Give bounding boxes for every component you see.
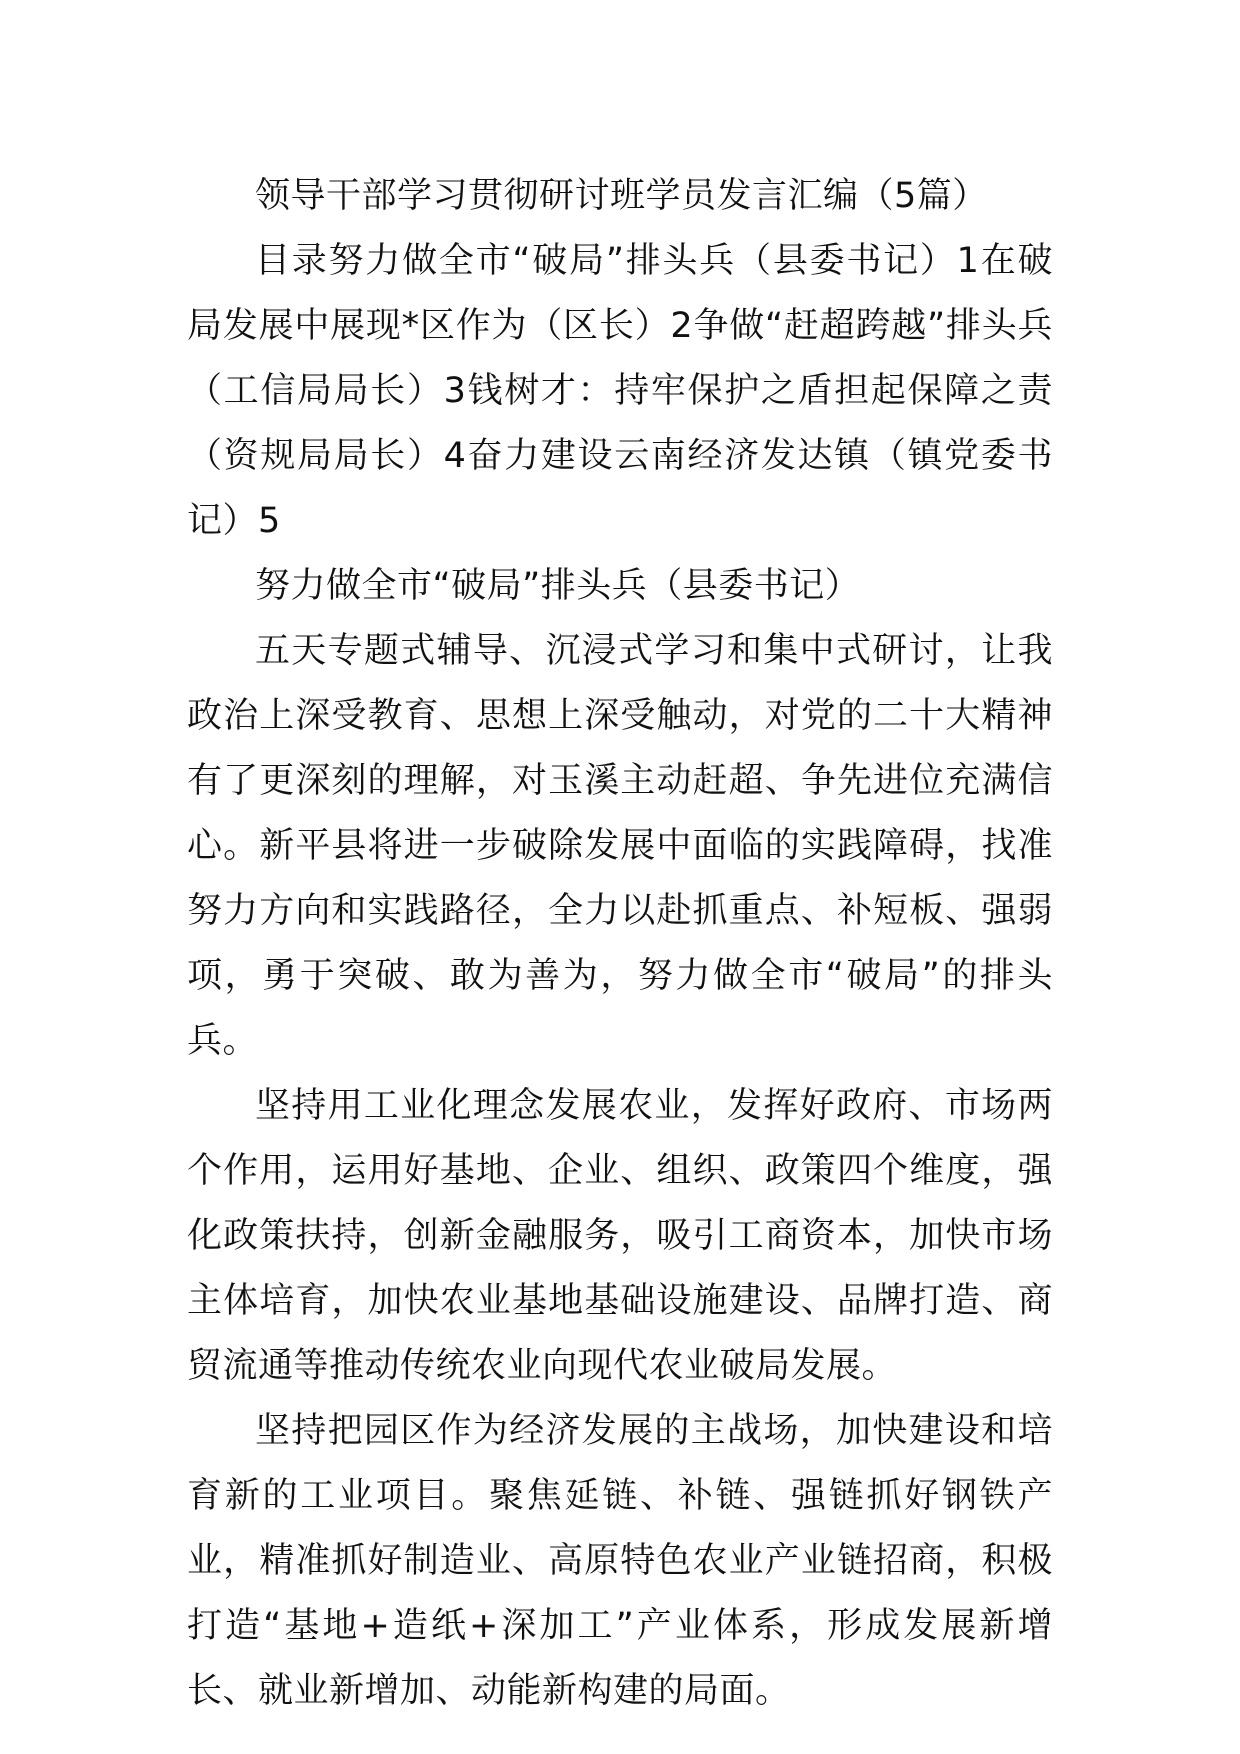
body-paragraph: 五天专题式辅导、沉浸式学习和集中式研讨，让我政治上深受教育、思想上深受触动，对党的二十大精神有了更深刻的理解，对玉溪主动赶超、争先进位充满信心。新平县将进一步破除发展中面临的实践障碍，找准努力方向和实践路径，全力以赴抓重点、补短板、强弱项，勇于突破、敢为善为，努力做全市“破局”的排头兵。 xyxy=(187,631,1053,1061)
body-paragraph: 坚持把园区作为经济发展的主战场，加快建设和培育新的工业项目。聚焦延链、补链、强链抓好钢铁产业，精准抓好制造业、高原特色农业产业链招商，积极打造“基地+造纸+深加工”产业体系，形成发展新增长、就业新增加、动能新构建的局面。 xyxy=(187,1411,1053,1711)
body-paragraph: 坚持用工业化理念发展农业，发挥好政府、市场两个作用，运用好基地、企业、组织、政策四个维度，强化政策扶持，创新金融服务，吸引工商资本，加快市场主体培育，加快农业基地基础设施建设、品牌打造、商贸流通等推动传统农业向现代农业破局发展。 xyxy=(187,1086,1053,1386)
table-of-contents: 目录努力做全市“破局”排头兵（县委书记）1在破局发展中展现*区作为（区长）2争做“赶超跨越”排头兵（工信局局长）3钱树才：持牢保护之盾担起保障之责（资规局局长）4奋力建设云南经济发达镇（镇党委书记）5 xyxy=(187,241,1053,541)
section-title: 努力做全市“破局”排头兵（县委书记） xyxy=(255,566,861,606)
document-title: 领导干部学习贯彻研讨班学员发言汇编（5篇） xyxy=(255,176,988,216)
document-page xyxy=(187,164,1053,1724)
